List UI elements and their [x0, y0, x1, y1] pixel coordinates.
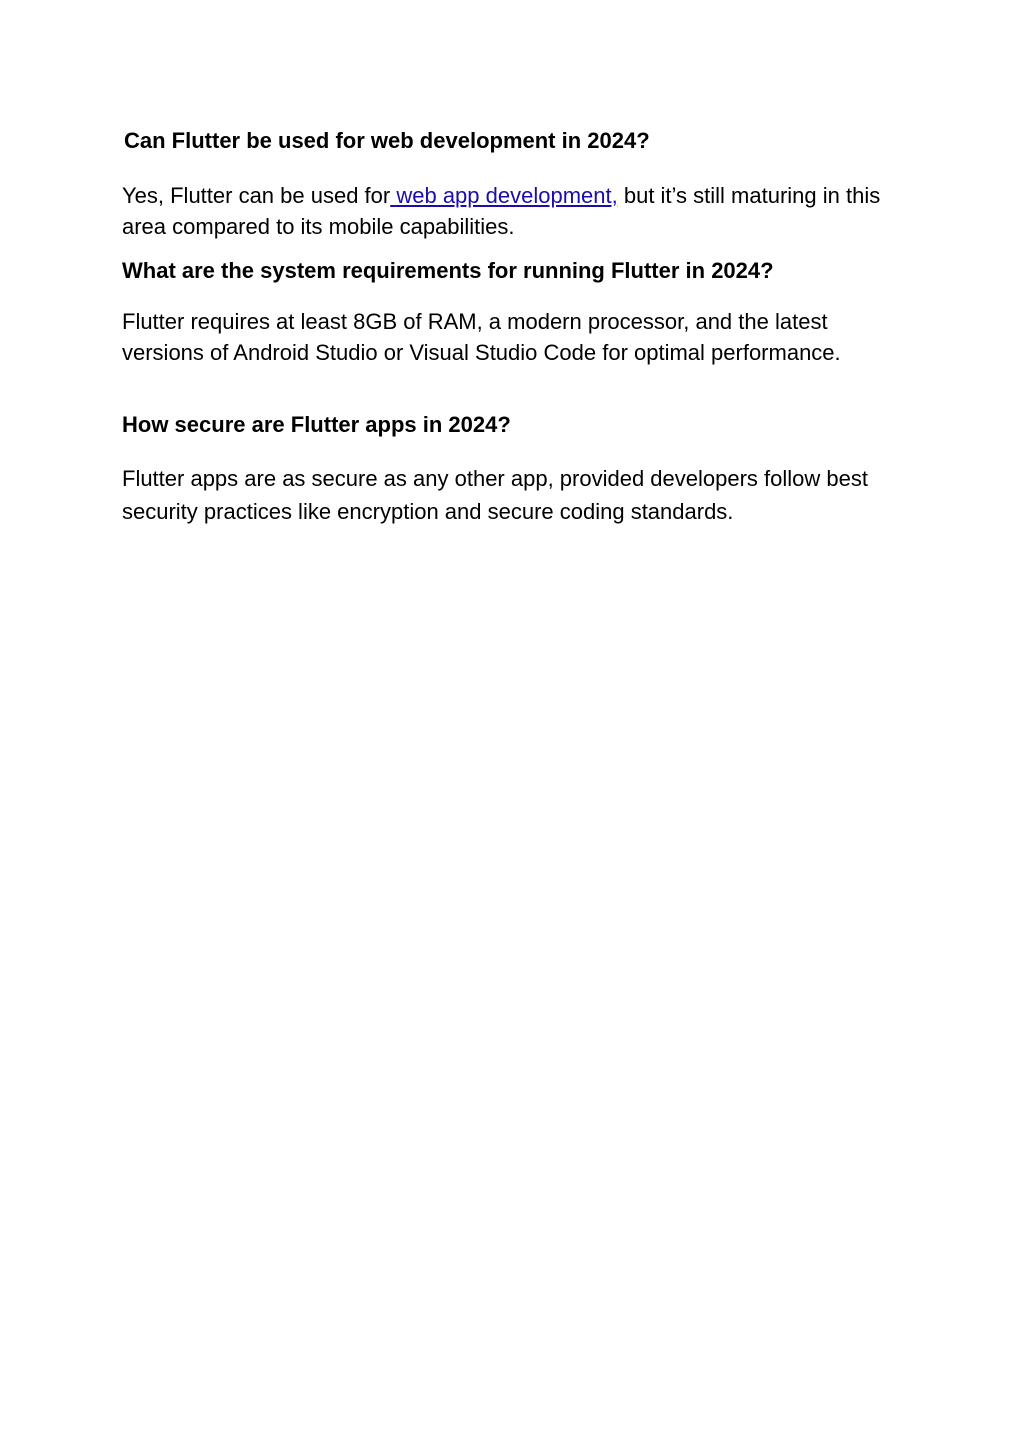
answer-text-before-link: Yes, Flutter can be used for	[122, 183, 391, 208]
web-app-development-link[interactable]: web app development,	[390, 183, 618, 208]
question-heading: How secure are Flutter apps in 2024?	[122, 412, 511, 437]
answer-paragraph: Flutter apps are as secure as any other app, provided developers follow best security practices like encryption and secure coding standards.	[122, 466, 868, 524]
faq-answer-2	[122, 306, 902, 368]
question-heading: What are the system requirements for running Flutter in 2024?	[122, 258, 774, 283]
answer-paragraph	[122, 180, 902, 242]
faq-question-2	[122, 257, 902, 285]
question-heading: Can Flutter be used for web development in 2024?	[124, 128, 650, 153]
faq-answer-3	[122, 462, 902, 528]
faq-question-1	[124, 127, 904, 155]
faq-answer-1	[122, 180, 902, 242]
answer-text-after-link: but it’s still maturing in this area compared to its mobile capabilities.	[122, 183, 881, 239]
answer-paragraph: Flutter requires at least 8GB of RAM, a modern processor, and the latest versions of Android Studio or Visual Studio Code for optimal performance.	[122, 309, 841, 365]
faq-question-3	[122, 411, 902, 439]
